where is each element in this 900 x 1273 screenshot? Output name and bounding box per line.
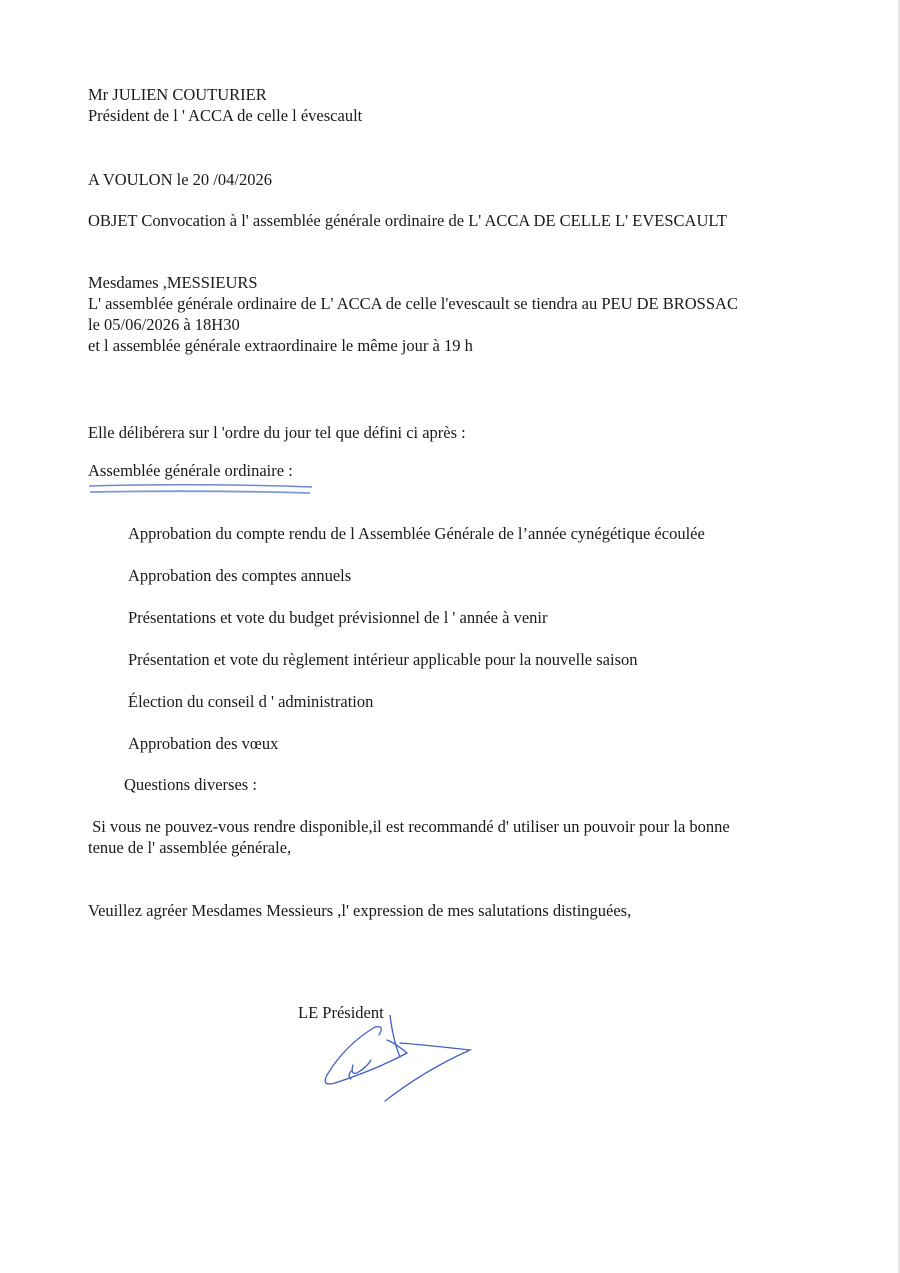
subject: OBJET Convocation à l' assemblée générale ordinaire de L' ACCA DE CELLE L' EVESCAULT: [88, 211, 728, 230]
closing: Veuillez agréer Mesdames Messieurs ,l' expression de mes salutations distinguées,: [88, 901, 632, 920]
agenda-item: Présentations et vote du budget prévisionnel de l ' année à venir: [128, 608, 548, 627]
handwritten-underline: [88, 482, 318, 498]
agenda-item: Élection du conseil d ' administration: [128, 692, 374, 711]
agenda-item: Approbation des vœux: [128, 734, 279, 753]
body-line: et l assemblée générale extraordinaire le même jour à 19 h: [88, 336, 473, 355]
handwritten-signature: [315, 1015, 480, 1115]
proxy-line: tenue de l' assemblée générale,: [88, 838, 292, 857]
agenda-item: Approbation du compte rendu de l Assemblée Générale de l’année cynégétique écoulée: [128, 524, 705, 543]
sender-name: Mr JULIEN COUTURIER: [88, 85, 267, 104]
body-line: le 05/06/2026 à 18H30: [88, 315, 240, 334]
signature-label: LE Président: [298, 1003, 384, 1022]
agenda-heading: Assemblée générale ordinaire :: [88, 461, 293, 480]
sender-title: Président de l ' ACCA de celle l évescault: [88, 106, 363, 125]
body-line: L' assemblée générale ordinaire de L' ACCA de celle l'evescault se tiendra au PEU DE BROSSAC: [88, 294, 738, 313]
agenda-intro: Elle délibérera sur l 'ordre du jour tel que défini ci après :: [88, 423, 466, 442]
salutation: Mesdames ,MESSIEURS: [88, 273, 258, 292]
place-date: A VOULON le 20 /04/2026: [88, 170, 272, 189]
agenda-item: Approbation des comptes annuels: [128, 566, 352, 585]
agenda-item: Présentation et vote du règlement intérieur applicable pour la nouvelle saison: [128, 650, 638, 669]
agenda-questions: Questions diverses :: [124, 775, 257, 794]
proxy-line: Si vous ne pouvez-vous rendre disponible,il est recommandé d' utiliser un pouvoir pour la bonne: [88, 817, 730, 836]
